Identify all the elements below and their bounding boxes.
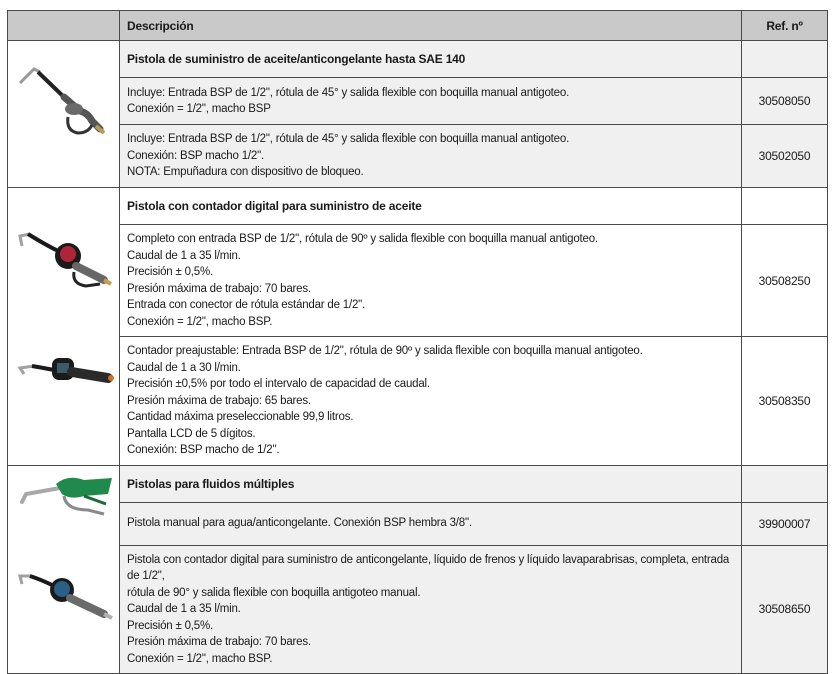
product-image-cell [8,188,120,466]
header-description: Descripción [120,11,742,41]
item-ref: 39900007 [742,502,828,545]
description-line: NOTA: Empuñadura con dispositivo de bloqueo. [127,166,364,179]
item-description [120,225,742,337]
preset-meter-nozzle-icon [20,358,114,381]
description-line: Presión máxima de trabajo: 65 bares. [127,394,311,407]
description-line: rótula de 90° y salida flexible con boquilla antigoteo manual. [127,586,421,599]
group-title-ref-empty [742,465,828,502]
description-line: Entrada con conector de rótula estándar de 1/2". [127,299,366,311]
description-line: Caudal de 1 a 35 l/min. [127,249,241,262]
description-line: Conexión: BSP macho de 1/2". [127,444,280,456]
item-ref: 30502050 [742,124,828,187]
group-title: Pistolas para fluidos múltiples [120,465,742,502]
group-title-row [8,188,828,225]
item-ref: 30508650 [742,545,828,674]
item-description [120,502,742,545]
item-ref: 30508350 [742,337,828,466]
group-title: Pistola con contador digital para suministro de aceite [120,188,742,225]
oil-nozzle-image [8,41,119,187]
product-image-cell [8,41,120,188]
description-line: Conexión: BSP macho 1/2". [127,149,264,162]
item-description [120,545,742,674]
green-manual-nozzle-image [8,466,119,656]
table-row [8,78,828,124]
description-line: Presión máxima de trabajo: 70 bares. [127,636,311,648]
description-line: Completo con entrada BSP de 1/2", rótula de 90º y salida flexible con boquilla manual antigoteo. [127,233,598,245]
description-line: Precisión ± 0,5%. [127,266,214,278]
table-header-row [8,11,828,41]
header-ref: Ref. nº [742,11,828,41]
description-line: Conexión = 1/2", macho BSP. [127,315,273,328]
item-description [120,337,742,466]
group-title-ref-empty [742,41,828,78]
description-line: Contador preajustable: Entrada BSP de 1/2", rótula de 90º y salida flexible con boquilla manual antigoteo. [127,345,643,357]
description-line: Precisión ±0,5% por todo el intervalo de capacidad de caudal. [127,378,430,390]
description-line: Conexión = 1/2", macho BSP. [127,652,273,665]
description-line: Cantidad máxima preseleccionable 99,9 litros. [127,411,354,423]
description-line: Incluye: Entrada BSP de 1/2", rótula de 45° y salida flexible con boquilla manual antigoteo. [127,86,570,99]
product-image-cell [8,465,120,674]
digital-meter-nozzle-red-image [8,188,119,462]
item-description [120,124,742,187]
table-row [8,225,828,337]
table-row [8,337,828,466]
group-title-row [8,465,828,502]
description-line: Pantalla LCD de 5 dígitos. [127,427,256,440]
table-row [8,124,828,187]
item-ref: 30508050 [742,78,828,124]
oil-nozzle-icon [20,69,104,133]
item-ref: 30508250 [742,225,828,337]
description-line: Pistola con contador digital para suministro de anticongelante, líquido de frenos y líquido lavaparabrisas, completa, entrada de 1/2", [127,553,730,582]
green-manual-nozzle-icon [22,477,112,513]
table-row [8,545,828,674]
group-title-row [8,41,828,78]
group-title-ref-empty [742,188,828,225]
table-row [8,502,828,545]
digital-meter-nozzle-red-icon [20,234,111,286]
item-description [120,78,742,124]
description-line: Caudal de 1 a 35 l/min. [127,603,241,615]
description-line: Incluye: Entrada BSP de 1/2", rótula de 45° y salida flexible con boquilla manual antigoteo. [127,133,570,146]
description-line: Precisión ± 0,5%. [127,619,214,632]
description-line: Presión máxima de trabajo: 70 bares. [127,282,311,295]
group-title: Pistola de suministro de aceite/anticongelante hasta SAE 140 [120,41,742,78]
product-table [7,10,828,674]
description-line: Conexión = 1/2", macho BSP [127,103,271,116]
digital-meter-nozzle-blue-icon [20,576,112,618]
description-line: Caudal de 1 a 30 l/min. [127,361,241,374]
description-line: Pistola manual para agua/anticongelante. Conexión BSP hembra 3/8". [127,517,472,530]
header-image-column [8,11,120,41]
